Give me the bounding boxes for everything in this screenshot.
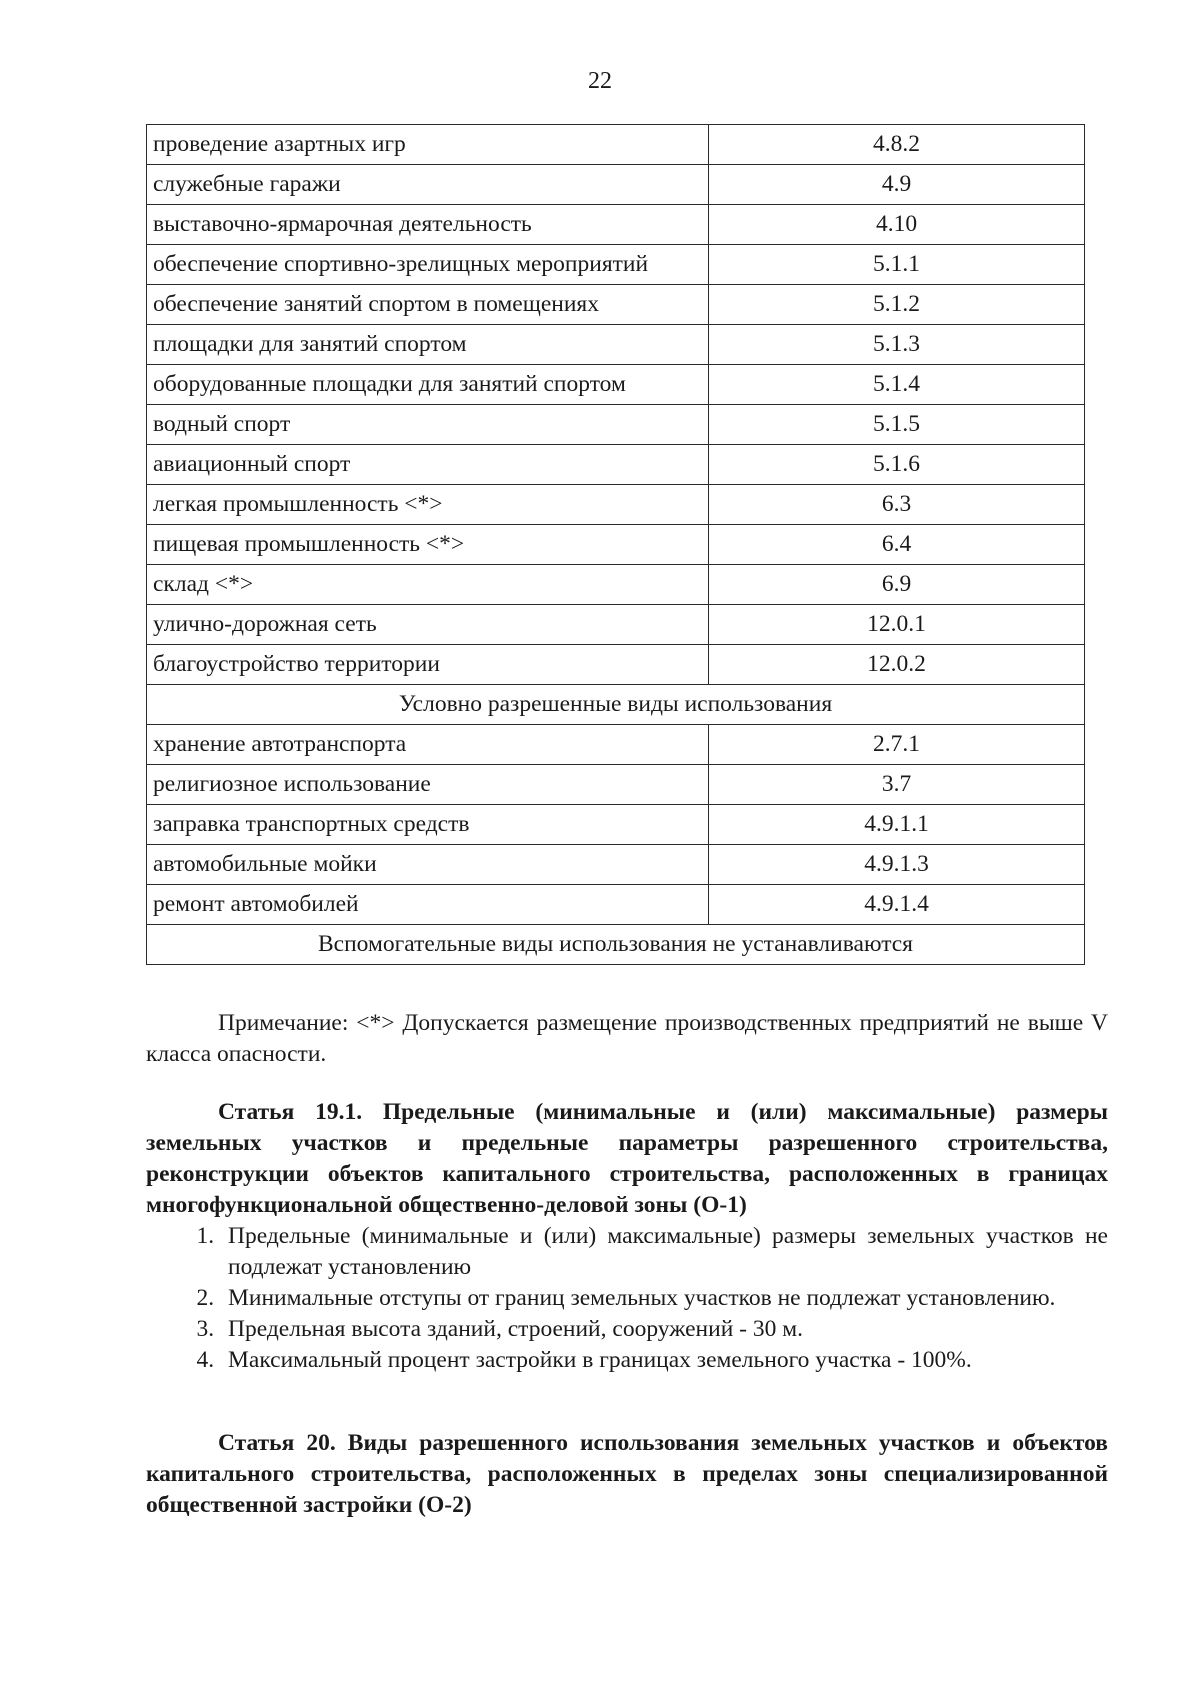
table-row <box>147 485 1085 525</box>
use-name: заправка транспортных средств <box>147 805 709 845</box>
use-name: водный спорт <box>147 405 709 445</box>
use-code: 5.1.4 <box>709 365 1085 405</box>
table-row <box>147 765 1085 805</box>
list-item: 2. Минимальные отступы от границ земельных участков не подлежат установлению. <box>220 1283 1108 1314</box>
table-note: Примечание: <*> Допускается размещение производственных предприятий не выше V класса опасности. <box>146 1010 1108 1067</box>
article-19-1-list <box>146 1221 1108 1376</box>
table-section-row <box>147 685 1085 725</box>
table-row <box>147 405 1085 445</box>
use-name: выставочно-ярмарочная деятельность <box>147 205 709 245</box>
table-row <box>147 165 1085 205</box>
conditional-uses-header: Условно разрешенные виды использования <box>147 685 1085 725</box>
use-code: 5.1.5 <box>709 405 1085 445</box>
table-row <box>147 805 1085 845</box>
use-code: 4.8.2 <box>709 125 1085 165</box>
use-name: служебные гаражи <box>147 165 709 205</box>
use-name: ремонт автомобилей <box>147 885 709 925</box>
use-name: проведение азартных игр <box>147 125 709 165</box>
auxiliary-uses-row: Вспомогательные виды использования не устанавливаются <box>147 925 1085 965</box>
land-use-table <box>146 124 1085 965</box>
table-row <box>147 445 1085 485</box>
use-name: обеспечение спортивно-зрелищных мероприятий <box>147 245 709 285</box>
table-row <box>147 205 1085 245</box>
use-code: 4.10 <box>709 205 1085 245</box>
use-code: 6.4 <box>709 525 1085 565</box>
table-row <box>147 365 1085 405</box>
table-row <box>147 245 1085 285</box>
table-section-row <box>147 925 1085 965</box>
use-code: 4.9.1.1 <box>709 805 1085 845</box>
use-code: 4.9 <box>709 165 1085 205</box>
table-row <box>147 885 1085 925</box>
list-item: 1. Предельные (минимальные и (или) максимальные) размеры земельных участков не подлежат установлению <box>220 1221 1108 1283</box>
use-code: 5.1.3 <box>709 325 1085 365</box>
use-code: 3.7 <box>709 765 1085 805</box>
use-name: пищевая промышленность <*> <box>147 525 709 565</box>
table-row <box>147 325 1085 365</box>
use-code: 12.0.1 <box>709 605 1085 645</box>
article-20-heading: Статья 20. Виды разрешенного использования земельных участков и объектов капитального строительства, расположенных в пределах зоны специализированной общественной застройки (О-2) <box>146 1430 1108 1518</box>
use-name: автомобильные мойки <box>147 845 709 885</box>
use-code: 12.0.2 <box>709 645 1085 685</box>
list-item: 4. Максимальный процент застройки в границах земельного участка - 100%. <box>220 1345 1108 1376</box>
table-row <box>147 285 1085 325</box>
use-name: легкая промышленность <*> <box>147 485 709 525</box>
use-name: площадки для занятий спортом <box>147 325 709 365</box>
use-name: склад <*> <box>147 565 709 605</box>
use-name: религиозное использование <box>147 765 709 805</box>
use-code: 4.9.1.4 <box>709 885 1085 925</box>
table-row <box>147 845 1085 885</box>
table-row <box>147 565 1085 605</box>
table-row <box>147 725 1085 765</box>
table-row <box>147 605 1085 645</box>
use-name: благоустройство территории <box>147 645 709 685</box>
use-code: 4.9.1.3 <box>709 845 1085 885</box>
use-code: 6.3 <box>709 485 1085 525</box>
table-row <box>147 525 1085 565</box>
use-code: 5.1.6 <box>709 445 1085 485</box>
use-code: 6.9 <box>709 565 1085 605</box>
list-item: 3. Предельная высота зданий, строений, сооружений - 30 м. <box>220 1314 1108 1345</box>
use-code: 2.7.1 <box>709 725 1085 765</box>
use-code: 5.1.1 <box>709 245 1085 285</box>
article-19-1-heading: Статья 19.1. Предельные (минимальные и (или) максимальные) размеры земельных участков и предельные параметры разрешенного строительства, реконструкции объектов капитального строительства, расположенных в границах многофункциональной общественно-деловой зоны (О-1) <box>146 1099 1108 1218</box>
use-code: 5.1.2 <box>709 285 1085 325</box>
use-name: авиационный спорт <box>147 445 709 485</box>
use-name: улично-дорожная сеть <box>147 605 709 645</box>
use-name: обеспечение занятий спортом в помещениях <box>147 285 709 325</box>
table-row <box>147 125 1085 165</box>
page-number: 22 <box>588 68 612 94</box>
use-name: оборудованные площадки для занятий спортом <box>147 365 709 405</box>
table-row <box>147 645 1085 685</box>
use-name: хранение автотранспорта <box>147 725 709 765</box>
